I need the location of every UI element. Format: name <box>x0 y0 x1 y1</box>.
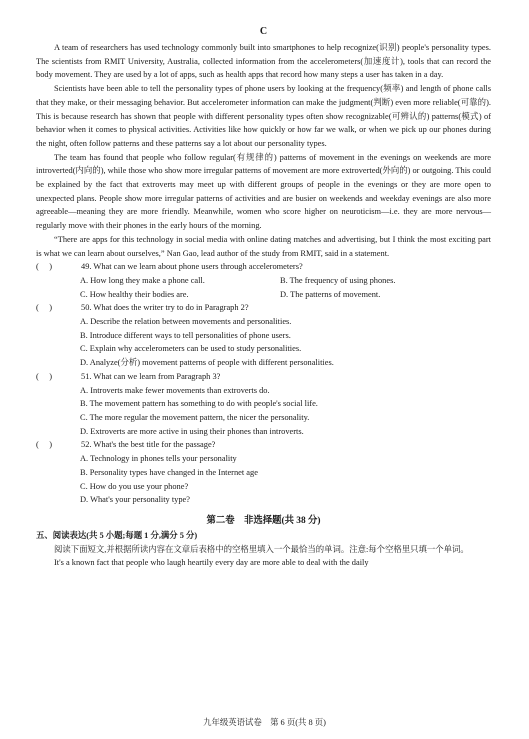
question-50 <box>36 301 491 370</box>
option-b: B. Personality types have changed in the Internet age <box>80 467 258 477</box>
answer-blank[interactable]: ( ) <box>36 262 53 272</box>
question-52 <box>36 438 491 507</box>
option-c: C. How healthy their bodies are. <box>80 289 189 299</box>
answer-blank[interactable]: ( ) <box>36 303 53 313</box>
option-c: C. How do you use your phone? <box>80 481 189 491</box>
option-d: D. The patterns of movement. <box>280 289 381 299</box>
question-options <box>36 452 491 507</box>
question-stem <box>36 370 491 384</box>
question-stem <box>36 438 491 452</box>
passage-paragraph-2: Scientists have been able to tell the personality types of phone users by looking at the frequency(频率) and length of phone calls that they make, or their messaging behavior. But accelerometer information can make the judgment(判断) even more reliable(可靠的). This is because research has shown that people with different personality types often show recognizable(可辨认的) patterns(模式) of behavior when it comes to physical activities. Activities like how quickly or how far we walk, or when we pick up our phones during the night, often follow patterns and these patterns say a lot about our personality types. <box>36 84 491 148</box>
option-a: A. Describe the relation between movements and personalities. <box>80 317 292 327</box>
passage-paragraph-3: The team has found that people who follow regular(有规律的) patterns of movement in the evenings on weekends are more introverted(内向的), while those who show more irregular patterns of movement are more extroverted(外向的) or outgoing. This could be explained by the fact that extroverts may meet up with different groups of people in the evenings or they are more open to unexpected plans. People show more irregular patterns of activities and are busier on weekends and weekday evenings are also more agreeable—meaning they are more friendly. Meanwhile, women who score higher on neuroticism—i.e. they are more nervous—regularly move with their phones in the early hours of the morning. <box>36 152 491 231</box>
answer-blank[interactable]: ( ) <box>36 440 53 450</box>
question-51 <box>36 370 491 439</box>
question-text: 52. What's the best title for the passage? <box>81 440 216 450</box>
option-d: D. Extroverts are more active in using their phones than introverts. <box>80 426 304 436</box>
question-options <box>36 315 491 370</box>
option-a: A. Technology in phones tells your personality <box>80 454 237 464</box>
option-d: D. What's your personality type? <box>80 495 190 505</box>
page-footer: 九年级英语试卷 第 6 页(共 8 页) <box>203 718 326 727</box>
option-d: D. Analyze(分析) movement patterns of people with different personalities. <box>80 358 334 368</box>
passage-paragraph-4: “There are apps for this technology in social media with online dating matches and advertising, but I think the most exciting part is what we can learn about ourselves,” Nan Gao, lead author of the study from RMIT, said in a statement. <box>36 234 491 258</box>
option-b: B. Introduce different ways to tell personalities of phone users. <box>80 330 291 340</box>
option-b: B. The frequency of using phones. <box>280 275 396 285</box>
section-instruction: 阅读下面短文,并根据所读内容在文章后表格中的空格里填入一个最恰当的单词。注意:每个空格里只填一个单词。 <box>54 544 469 554</box>
option-a: A. Introverts make fewer movements than extroverts do. <box>80 385 270 395</box>
part-2-title: 第二卷 非选择题(共 38 分) <box>206 515 321 526</box>
question-options <box>36 274 491 301</box>
passage-label: C <box>259 26 268 37</box>
option-c: C. The more regular the movement pattern, the nicer the personality. <box>80 412 310 422</box>
passage-paragraph-1: A team of researchers has used technology commonly built into smartphones to help recognize(识别) people's personality types. The scientists from RMIT University, Australia, collected information from the accelerometers(加速度计), tools that can record the body movement. They are used by a lot of apps, such as health apps that record how many steps a user has taken in a day. <box>36 43 491 80</box>
question-text: 51. What can we learn from Paragraph 3? <box>81 371 221 381</box>
option-c: C. Explain why accelerometers can be used to study personalities. <box>80 344 302 354</box>
option-a: A. How long they make a phone call. <box>80 275 205 285</box>
question-text: 50. What does the writer try to do in Paragraph 2? <box>81 303 249 313</box>
section-heading: 五、阅读表达(共 5 小题;每题 1 分,满分 5 分) <box>36 530 198 540</box>
section-opening-line: It's a known fact that people who laugh heartily every day are more able to deal with the daily <box>54 558 369 568</box>
passage-body <box>36 41 491 260</box>
question-text: 49. What can we learn about phone users through accelerometers? <box>81 262 303 272</box>
question-stem <box>36 260 491 274</box>
question-options <box>36 384 491 439</box>
option-b: B. The movement pattern has something to do with people's social life. <box>80 399 318 409</box>
question-49 <box>36 260 491 301</box>
answer-blank[interactable]: ( ) <box>36 371 53 381</box>
question-stem <box>36 301 491 315</box>
